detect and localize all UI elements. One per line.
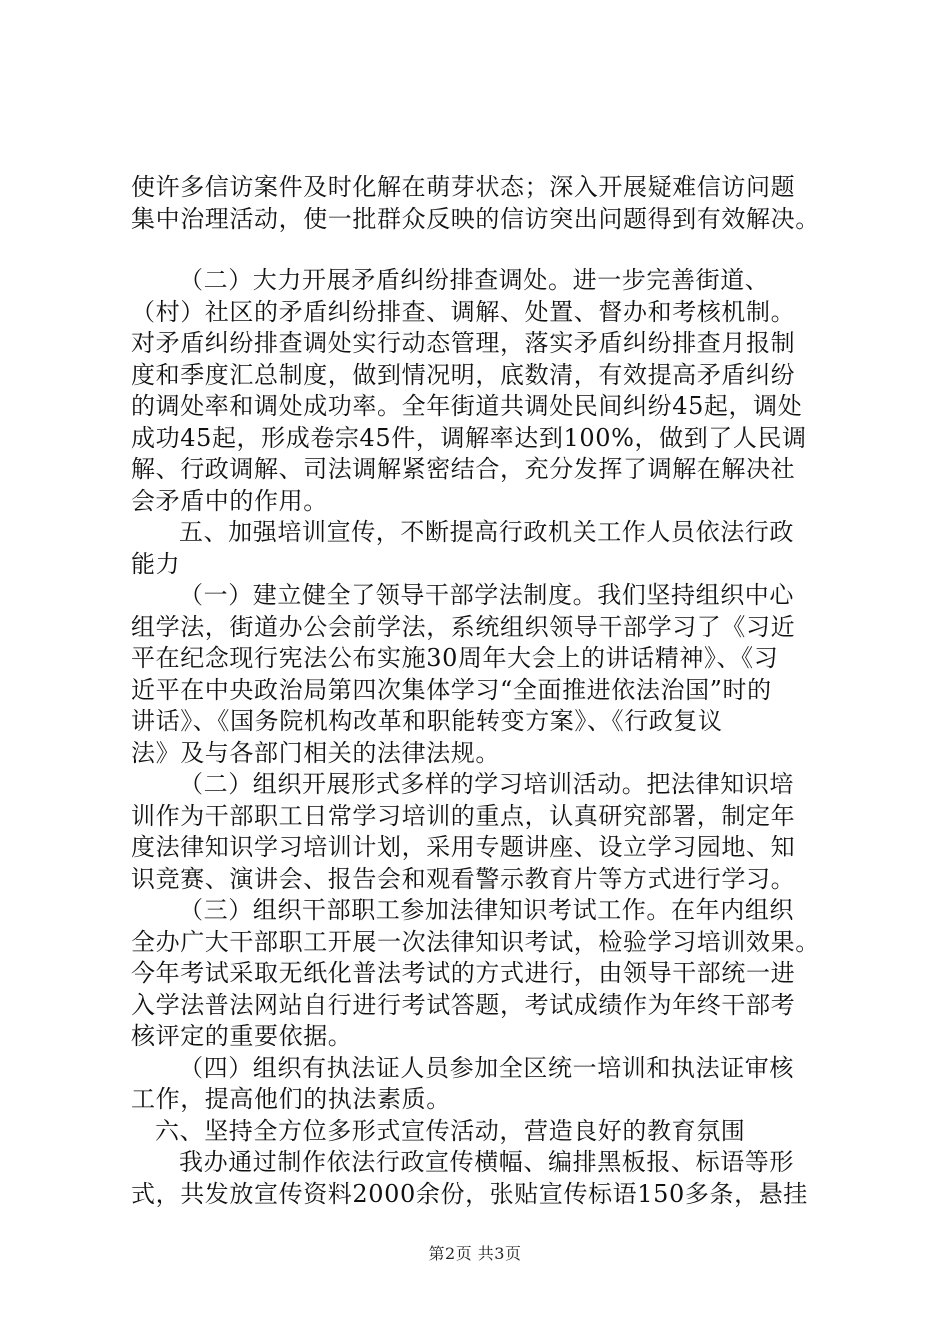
paragraph-gap	[131, 235, 831, 265]
text-line: 的调处率和调处成功率。全年街道共调处民间纠纷45起，调处	[131, 392, 803, 420]
text-line: 度和季度汇总制度，做到情况明，底数清，有效提高矛盾纠纷	[131, 360, 796, 389]
document-body	[131, 172, 831, 1210]
text-line: 全办广大干部职工开展一次法律知识考试，检验学习培训效果。	[131, 927, 820, 956]
text-line: 平在纪念现行宪法公布实施30周年大会上的讲话精神》、《习	[131, 644, 779, 672]
text-line: 今年考试采取无纸化普法考试的方式进行，由领导干部统一进	[131, 959, 796, 987]
text-line: 入学法普法网站自行进行考试答题，考试成绩作为年终干部考	[131, 990, 796, 1019]
section-heading: 六、坚持全方位多形式宣传活动，营造良好的教育氛围	[155, 1116, 746, 1145]
page-number-footer: 第2页 共3页	[428, 1244, 522, 1263]
text-line: 法》及与各部门相关的法律法规。	[131, 738, 500, 767]
text-line: 核评定的重要依据。	[131, 1022, 353, 1050]
text-line: 集中治理活动，使一批群众反映的信访突出问题得到有效解决。	[131, 204, 820, 233]
text-line: 组学法，街道办公会前学法，系统组织领导干部学习了《习近	[131, 612, 796, 641]
text-line: （二）大力开展矛盾纠纷排查调处。进一步完善街道、	[179, 266, 770, 294]
section-heading: 能力	[131, 549, 181, 578]
text-line: 度法律知识学习培训计划，采用专题讲座、设立学习园地、知	[131, 833, 796, 861]
text-line: （一）建立健全了领导干部学法制度。我们坚持组织中心	[179, 581, 794, 609]
text-line: 解、行政调解、司法调解紧密结合，充分发挥了调解在解决社	[131, 455, 796, 483]
text-line: 讲话》、《国务院机构改革和职能转变方案》、《行政复议	[131, 707, 723, 735]
text-line: （四）组织有执法证人员参加全区统一培训和执法证审核	[179, 1053, 794, 1082]
text-line: 识竞赛、演讲会、报告会和观看警示教育片等方式进行学习。	[131, 864, 796, 893]
text-line: （三）组织干部职工参加法律知识考试工作。在年内组织	[179, 896, 794, 924]
text-line: 使许多信访案件及时化解在萌芽状态；深入开展疑难信访问题	[131, 173, 796, 201]
text-line: 工作，提高他们的执法素质。	[131, 1085, 451, 1113]
text-line: 近平在中央政治局第四次集体学习“全面推进依法治国”时的	[131, 675, 772, 704]
text-line: （二）组织开展形式多样的学习培训活动。把法律知识培	[179, 770, 794, 798]
text-line: 会矛盾中的作用。	[131, 486, 328, 515]
text-line: 我办通过制作依法行政宣传横幅、编排黑板报、标语等形	[179, 1148, 794, 1176]
text-line: （村）社区的矛盾纠纷排查、调解、处置、督办和考核机制。	[131, 297, 796, 326]
text-line: 训作为干部职工日常学习培训的重点，认真研究部署，制定年	[131, 801, 796, 830]
text-line: 对矛盾纠纷排查调处实行动态管理，落实矛盾纠纷排查月报制	[131, 329, 796, 357]
text-line: 成功45起，形成卷宗45件，调解率达到100%，做到了人民调	[131, 423, 807, 452]
text-line: 式，共发放宣传资料2000余份，张贴宣传标语150多条，悬挂	[131, 1179, 808, 1208]
section-heading: 五、加强培训宣传，不断提高行政机关工作人员依法行政	[179, 518, 794, 546]
